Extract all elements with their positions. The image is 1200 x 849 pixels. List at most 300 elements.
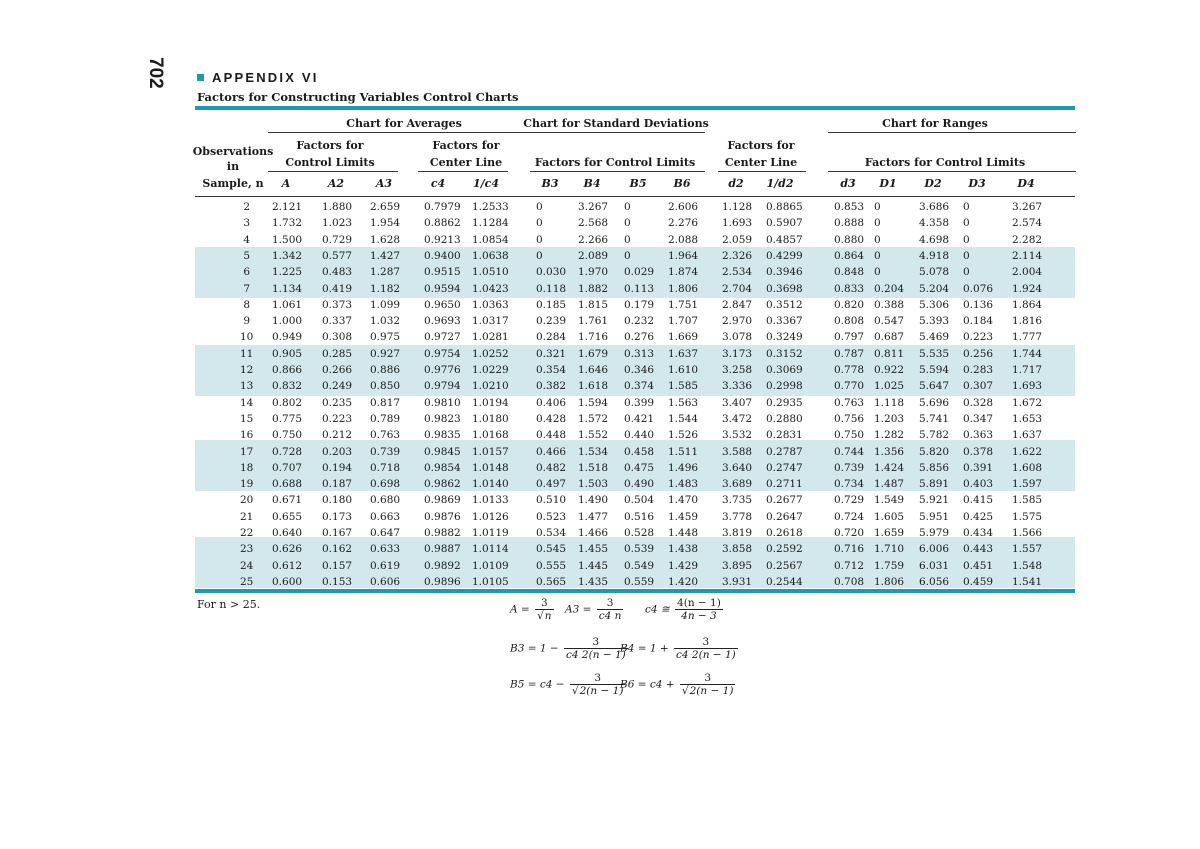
table-cell: 0 [874,249,881,262]
formula-A3-den: c4 n [598,610,622,622]
table-cell: 1.610 [668,364,699,376]
table-cell: 2.534 [722,266,753,279]
table-cell: 1.0229 [472,364,509,376]
table-cell: 0 [624,201,631,213]
table-row [0,297,1200,314]
table-cell: 1.429 [668,559,699,572]
table-cell: 5.393 [919,315,950,328]
column-header-text: D2 [924,177,942,190]
table-row [0,444,1200,461]
table-cell: 0.4299 [766,249,803,262]
table-cell: 1.637 [668,347,699,360]
table-cell: 0.9650 [424,298,461,311]
formula-B6: B6 = c4 + $\frac{3}{√2(n - 1)}$ [620,672,734,697]
table-cell: 2.282 [1012,233,1043,246]
column-header [542,177,559,190]
table-cell: 1.0114 [472,543,509,556]
table-row [0,525,1200,542]
sample-size-cell: 19 [240,478,254,491]
formula-B5: B5 = c4 − $\frac{3}{√2(n - 1)}$ [510,672,624,697]
table-cell: 0.680 [370,494,401,507]
table-cell: 0.029 [624,266,655,279]
table-cell: 1.0638 [472,249,509,262]
table-cell: 0.905 [272,347,303,360]
table-cell: 0 [963,217,970,230]
table-cell: 1.549 [874,494,905,507]
subgroup-avg-center-line2: Center Line [429,156,503,169]
table-cell: 0.504 [624,494,655,507]
table-cell: 0.321 [536,347,567,360]
table-cell: 0.832 [272,380,303,393]
table-cell: 0.9823 [424,412,461,425]
table-cell: 1.628 [370,233,401,246]
table-cell: 0.2544 [766,575,803,588]
table-cell: 0.787 [834,347,865,360]
table-cell: 1.466 [578,527,609,539]
table-cell: 1.637 [1012,429,1043,442]
rule-avg-ctrl [268,171,398,172]
table-cell: 1.970 [578,266,609,279]
table-cell: 0.687 [874,331,905,344]
table-row [0,395,1200,412]
table-cell: 0.276 [624,331,655,344]
table-cell: 0.180 [322,494,353,507]
page-number: 702 [145,57,166,89]
table-cell: 1.605 [874,510,905,523]
table-cell: 0.850 [370,380,401,393]
table-cell: 1.717 [1012,364,1043,376]
table-row [0,232,1200,249]
table-row [0,541,1200,558]
rule-averages [268,132,538,133]
table-cell: 1.118 [874,396,905,409]
table-cell: 0.153 [322,575,353,588]
table-cell: 0.415 [963,494,994,507]
table-cell: 1.000 [272,315,303,328]
table-cell: 2.847 [722,298,753,311]
table-cell: 0.640 [272,527,303,539]
sample-size-cell: 11 [240,347,254,360]
formula-B5-num: 3 [570,672,626,685]
sample-size-cell: 17 [240,445,254,458]
table-cell: 3.778 [722,510,753,523]
table-cell: 5.696 [919,396,950,409]
sample-size-cell: 13 [240,380,254,393]
table-cell: 2.121 [272,201,303,213]
table-cell: 1.0423 [472,282,509,295]
table-cell: 0.167 [322,527,353,539]
table-cell: 1.707 [668,315,699,328]
table-cell: 1.806 [874,575,905,588]
group-std-dev: Chart for Standard Deviations [523,117,709,130]
table-cell: 5.469 [919,331,950,344]
table-cell: 0.817 [370,396,401,409]
table-cell: 1.455 [578,543,609,556]
table-cell: 2.659 [370,201,401,213]
table-cell: 3.258 [722,364,753,376]
table-cell: 0.9594 [424,282,461,295]
table-cell: 6.056 [919,575,950,588]
table-cell: 0.328 [963,396,994,409]
table-cell: 0.523 [536,510,567,523]
column-header-text: A2 [327,177,345,190]
table-cell: 4.918 [919,249,950,262]
table-cell: 1.777 [1012,331,1043,344]
sample-size-cell: 2 [243,201,250,213]
table-cell: 0.864 [834,249,865,262]
column-header [376,177,392,190]
table-row [0,215,1200,232]
table-cell: 1.563 [668,396,699,409]
table-cell: 0.833 [834,282,865,295]
column-header [924,177,941,190]
table-cell: 0.9896 [424,575,461,588]
table-cell: 0.9845 [424,445,461,458]
sample-size-cell: 10 [240,331,254,344]
table-cell: 0.775 [272,412,303,425]
table-cell: 1.693 [1012,380,1043,393]
table-cell: 0.880 [834,233,865,246]
table-cell: 1.806 [668,282,699,295]
table-cell: 0.789 [370,412,401,425]
table-cell: 0.458 [624,445,655,458]
table-cell: 1.182 [370,282,401,295]
group-averages: Chart for Averages [346,117,462,130]
table-cell: 0.2998 [766,380,803,393]
formula-B3 [510,636,630,661]
column-header [968,177,985,190]
table-row [0,509,1200,526]
table-cell: 0.577 [322,249,353,262]
table-cell: 0.363 [963,429,994,442]
table-cell: 0.113 [624,282,655,295]
table-cell: 5.979 [919,527,950,539]
table-cell: 0.9727 [424,331,461,344]
table-cell: 0 [624,249,631,262]
table-cell: 1.203 [874,412,905,425]
table-cell: 1.356 [874,445,905,458]
table-cell: 0.688 [272,478,303,491]
table-cell: 0.313 [624,347,655,360]
table-cell: 1.815 [578,298,609,311]
table-cell: 1.0281 [472,331,509,344]
table-cell: 0.712 [834,559,865,572]
table-cell: 0.778 [834,364,865,376]
table-cell: 2.704 [722,282,753,295]
table-cell: 1.511 [668,445,699,458]
table-cell: 0.671 [272,494,303,507]
table-cell: 0.440 [624,429,655,442]
table-cell: 1.669 [668,331,699,344]
table-cell: 1.954 [370,217,401,230]
table-cell: 0.9213 [424,233,461,246]
table-cell: 0.076 [963,282,994,295]
table-cell: 1.459 [668,510,699,523]
formula-B3-num: 3 [564,636,628,649]
subgroup-rng-center-line1: Factors for [727,139,795,152]
table-cell: 2.568 [578,217,609,230]
table-row [0,281,1200,298]
subgroup-avg-ctrl-line2: Control Limits [285,156,375,169]
table-cell: 0.633 [370,543,401,556]
table-cell: 1.500 [272,233,303,246]
sample-size-cell: 9 [243,315,250,328]
sample-size-cell: 23 [240,543,254,556]
table-cell: 0 [963,233,970,246]
table-cell: 0.716 [834,543,865,556]
table-row [0,329,1200,346]
table-cell: 0.434 [963,527,994,539]
table-row [0,346,1200,363]
table-cell: 1.487 [874,478,905,491]
table-cell: 2.089 [578,249,609,262]
table-cell: 1.0854 [472,233,509,246]
table-cell: 1.0317 [472,315,509,328]
table-cell: 0.232 [624,315,655,328]
table-cell: 0.378 [963,445,994,458]
table-cell: 0.698 [370,478,401,491]
sample-size-cell: 7 [243,282,250,295]
table-cell: 0.763 [834,396,865,409]
table-cell: 0.391 [963,461,994,474]
table-cell: 0 [536,233,543,246]
table-cell: 1.438 [668,543,699,556]
table-cell: 1.0109 [472,559,509,572]
table-cell: 2.574 [1012,217,1043,230]
column-header-text: c4 [430,177,446,190]
column-header-text: d3 [840,177,856,190]
table-cell: 0.9693 [424,315,461,328]
table-cell: 0.528 [624,527,655,539]
table-cell: 4.698 [919,233,950,246]
table-cell: 3.267 [578,201,609,213]
table-cell: 0.285 [322,347,353,360]
table-cell: 5.594 [919,364,950,376]
table-cell: 0.9854 [424,461,461,474]
table-cell: 0.811 [874,347,905,360]
table-cell: 0.399 [624,396,655,409]
table-cell: 0.4857 [766,233,803,246]
sample-size-cell: 4 [243,233,250,246]
table-cell: 0.403 [963,478,994,491]
table-cell: 0.555 [536,559,567,572]
column-header [1017,177,1034,190]
table-cell: 0.284 [536,331,567,344]
table-cell: 1.552 [578,429,609,442]
column-header-text: A [281,177,291,190]
table-cell: 0.8862 [424,217,461,230]
table-cell: 0.750 [272,429,303,442]
formula-A: A = $\frac{3}{√n}$ [510,597,552,622]
table-cell: 0.2935 [766,396,803,409]
subgroup-avg-ctrl-line1: Factors for [296,139,364,152]
table-row [0,378,1200,395]
table-cell: 1.622 [1012,445,1043,458]
table-cell: 0.373 [322,298,353,311]
table-cell: 1.128 [722,201,753,213]
sample-size-cell: 3 [243,217,250,230]
table-cell: 1.424 [874,461,905,474]
table-cell: 0.451 [963,559,994,572]
table-cell: 0.708 [834,575,865,588]
column-header [766,177,793,190]
sample-size-cell: 22 [240,527,254,539]
table-cell: 1.282 [874,429,905,442]
formula-c4-lhs: c4 ≅ [645,603,670,616]
table-cell: 0.744 [834,445,865,458]
table-cell: 1.761 [578,315,609,328]
table-cell: 0 [963,249,970,262]
table-cell: 1.716 [578,331,609,344]
table-cell: 0.545 [536,543,567,556]
table-cell: 0.2831 [766,429,803,442]
table-cell: 0.162 [322,543,353,556]
table-cell: 0.419 [322,282,353,295]
rule-rng-ctrl [828,171,1076,172]
table-cell: 5.820 [919,445,950,458]
table-cell: 3.336 [722,380,753,393]
sample-size-cell: 21 [240,510,254,523]
table-cell: 0.3512 [766,298,803,311]
table-cell: 0 [874,233,881,246]
table-cell: 0.406 [536,396,567,409]
top-rule [195,106,1075,110]
table-cell: 0.3946 [766,266,803,279]
table-cell: 0.549 [624,559,655,572]
table-cell: 0.600 [272,575,303,588]
formula-B4-num: 3 [674,636,738,649]
table-cell: 1.672 [1012,396,1043,409]
table-cell: 0.307 [963,380,994,393]
table-cell: 1.342 [272,249,303,262]
row-header-line1: Observations [192,145,274,158]
table-cell: 0.606 [370,575,401,588]
table-cell: 5.535 [919,347,950,360]
table-cell: 0.922 [874,364,905,376]
table-cell: 0.9892 [424,559,461,572]
column-header-text: D1 [879,177,897,190]
table-cell: 1.679 [578,347,609,360]
table-cell: 0.459 [963,575,994,588]
table-cell: 1.496 [668,461,699,474]
sample-size-cell: 5 [243,249,250,262]
table-cell: 0.249 [322,380,353,393]
table-cell: 0.539 [624,543,655,556]
formula-A-den: n [544,610,552,622]
column-header-text: d2 [728,177,744,190]
table-cell: 0.565 [536,575,567,588]
table-cell: 1.864 [1012,298,1043,311]
table-cell: 0.975 [370,331,401,344]
table-cell: 0.2787 [766,445,803,458]
subgroup-rng-center-line2: Center Line [724,156,798,169]
table-cell: 0.516 [624,510,655,523]
formula-B5-lhs: B5 = c4 − [510,678,565,691]
column-header [282,177,291,190]
table-cell: 6.006 [919,543,950,556]
table-cell: 0.647 [370,527,401,539]
table-cell: 0.626 [272,543,303,556]
table-cell: 2.266 [578,233,609,246]
formula-A3-num: 3 [597,597,624,610]
table-cell: 0.534 [536,527,567,539]
table-cell: 0.663 [370,510,401,523]
table-cell: 3.472 [722,412,753,425]
table-cell: 0.466 [536,445,567,458]
table-cell: 0 [874,217,881,230]
table-cell: 0.655 [272,510,303,523]
table-cell: 2.004 [1012,266,1043,279]
formula-B4 [620,636,740,661]
table-cell: 0.770 [834,380,865,393]
table-cell: 1.435 [578,575,609,588]
table-cell: 1.585 [668,380,699,393]
table-cell: 1.518 [578,461,609,474]
table-cell: 0.7979 [424,201,461,213]
table-cell: 1.653 [1012,412,1043,425]
table-cell: 1.445 [578,559,609,572]
table-cell: 0 [536,217,543,230]
table-cell: 0.425 [963,510,994,523]
table-cell: 0.729 [834,494,865,507]
table-cell: 1.566 [1012,527,1043,539]
sample-size-cell: 18 [240,461,254,474]
table-row [0,248,1200,265]
column-header [674,177,691,190]
table-cell: 0.888 [834,217,865,230]
group-ranges: Chart for Ranges [882,117,988,130]
table-cell: 0.802 [272,396,303,409]
table-cell: 2.059 [722,233,753,246]
rule-avg-center [418,171,508,172]
column-header [840,177,855,190]
table-cell: 0.927 [370,347,401,360]
rule-sd-ctrl [530,171,705,172]
table-row [0,558,1200,575]
table-cell: 1.882 [578,282,609,295]
table-cell: 0.223 [322,412,353,425]
column-header-text: 1/c4 [472,177,500,190]
table-cell: 1.023 [322,217,353,230]
table-cell: 0.337 [322,315,353,328]
table-cell: 0.157 [322,559,353,572]
table-cell: 2.606 [668,201,699,213]
formula-B3-den: c4 2(n − 1) [566,649,626,661]
table-cell: 1.1284 [472,217,509,230]
formula-B3-lhs: B3 = 1 − [510,642,559,655]
table-cell: 5.891 [919,478,950,491]
table-cell: 1.594 [578,396,609,409]
formula-B6-num: 3 [680,672,736,685]
rule-std-dev [530,132,705,133]
table-cell: 0.739 [370,445,401,458]
column-header [431,177,445,190]
table-cell: 0.9835 [424,429,461,442]
table-cell: 0.475 [624,461,655,474]
table-cell: 0.739 [834,461,865,474]
footnote: For n > 25. [197,598,261,611]
formula-B4-den: c4 2(n − 1) [676,649,736,661]
table-cell: 0.724 [834,510,865,523]
table-cell: 3.686 [919,201,950,213]
table-cell: 1.0168 [472,429,509,442]
table-cell: 0.256 [963,347,994,360]
table-cell: 0.118 [536,282,567,295]
table-cell: 1.544 [668,412,699,425]
table-cell: 0.734 [834,478,865,491]
table-cell: 0 [874,266,881,279]
table-cell: 0.2618 [766,527,803,539]
